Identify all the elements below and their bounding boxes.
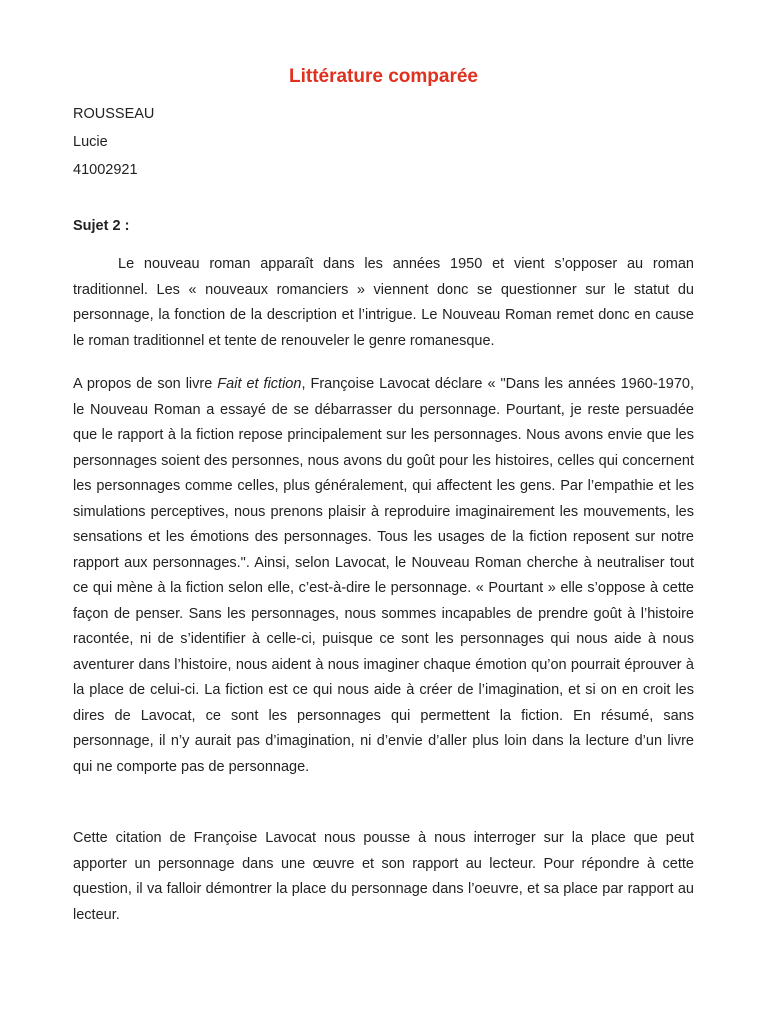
- book-title: Fait et fiction: [217, 376, 302, 392]
- author-lastname: ROUSSEAU: [73, 106, 155, 122]
- paragraph-quote-body: , Françoise Lavocat déclare « "Dans les années 1960-1970, le Nouveau Roman a essayé de se débarrasser du personnage. Pourtant, je reste persuadée que le rapport à la fiction repose principalement sur les personnages. Nous avons envie que les personnages soient des personnes, nous avons du goût pour les histoires, celles qui concernent les personnages comme celles, plus généralement, qui affectent les gens. Par l’empathie et les simulations perceptives, nous prenons plaisir à reproduire imaginairement les mouvements, les sensations et les émotions des personnages. Tous les usages de la fiction reposent sur notre rapport aux personnages.". Ainsi, selon Lavocat, le Nouveau Roman cherche à neutraliser tout ce qui mène à la fiction selon elle, c’est-à-dire le personnage. « Pourtant » elle s’oppose à cette façon de penser. Sans les personnages, nous sommes incapables de prendre goût à l’histoire racontée, ni de s’identifier à celle-ci, puisque ce sont les personnages qui nous aide à nous aventurer dans l’histoire, nous aident à nous imaginer chaque émotion qu’on pourrait éprouver à la place de celui-ci. La fiction est ce qui nous aide à créer de l’imagination, et si on en croit les dires de Lavocat, ce sont les personnages qui permettent la fiction. En résumé, sans personnage, il n’y aurait pas d’imagination, ni d’envie d’aller plus loin dans la lecture d’un livre qui ne comporte pas de personnage.: [73, 376, 694, 775]
- subject-heading: Sujet 2 :: [73, 218, 130, 234]
- student-number: 41002921: [73, 162, 138, 178]
- paragraph-problematic: Cette citation de Françoise Lavocat nous pousse à nous interroger sur la place que peut apporter un personnage dans une œuvre et son rapport au lecteur. Pour répondre à cette question, il va falloir démontrer la place du personnage dans l’oeuvre, et sa place par rapport au lecteur.: [73, 830, 694, 923]
- paragraph-intro: Le nouveau roman apparaît dans les années 1950 et vient s’opposer au roman traditionnel. Les « nouveaux romanciers » viennent donc se questionner sur le statut du personnage, la fonction de la description et l’intrigue. Le Nouveau Roman remet donc en cause le roman traditionnel et tente de renouveler le genre romanesque.: [73, 256, 694, 349]
- document-title: Littérature comparée: [288, 66, 478, 87]
- paragraph-quote-lead: A propos de son livre: [73, 376, 218, 392]
- paragraph-quote-analysis: [73, 372, 694, 780]
- author-firstname: Lucie: [73, 134, 108, 150]
